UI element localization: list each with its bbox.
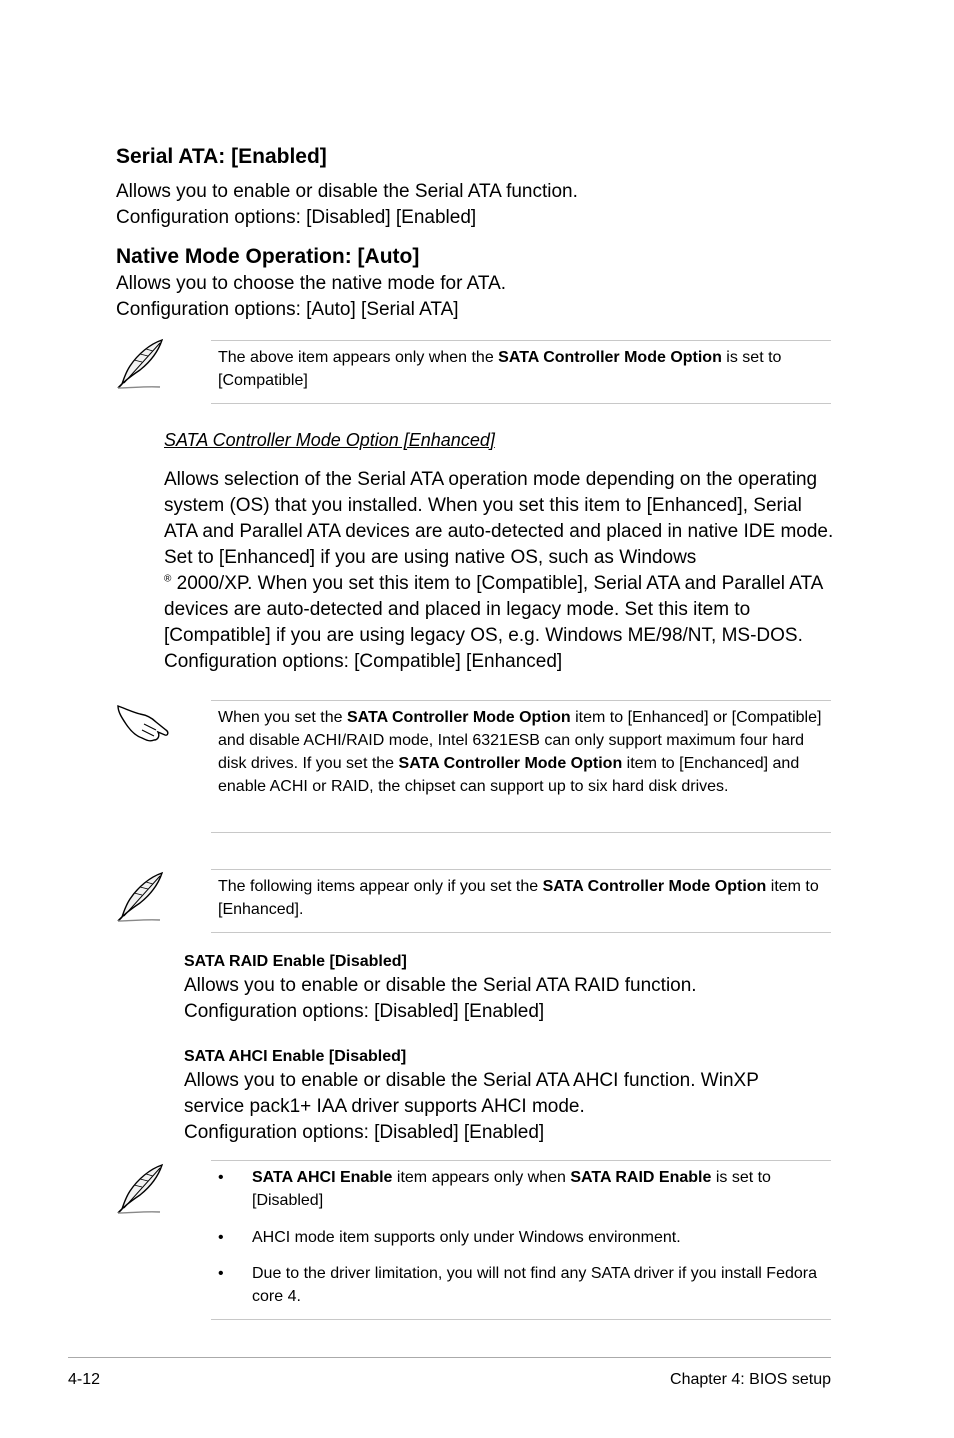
serial-ata-config: Configuration options: [Disabled] [Enabled] bbox=[116, 207, 477, 228]
note-bullet-2: • AHCI mode item supports only under Windows environment. bbox=[218, 1229, 681, 1246]
sata-raid-desc: Allows you to enable or disable the Serial ATA RAID function. bbox=[184, 975, 697, 996]
serial-ata-heading: Serial ATA: [Enabled] bbox=[116, 145, 327, 168]
sata-ahci-desc-2: service pack1+ IAA driver supports AHCI mode. bbox=[184, 1096, 585, 1117]
native-mode-config: Configuration options: [Auto] [Serial ATA] bbox=[116, 299, 459, 320]
note-bullet-1: • SATA AHCI Enable item appears only when SATA RAID Enable is set to [Disabled] bbox=[218, 1169, 771, 1209]
sata-ahci-desc: Allows you to enable or disable the Serial ATA AHCI function. WinXP bbox=[184, 1070, 759, 1091]
feather-pen-icon bbox=[112, 871, 168, 925]
page-number: 4-12 bbox=[68, 1371, 101, 1388]
sata-raid-config: Configuration options: [Disabled] [Enabled] bbox=[184, 1001, 545, 1022]
sata-raid-heading: SATA RAID Enable [Disabled] bbox=[184, 953, 407, 970]
note-compatible: The above item appears only when the SATA Controller Mode Option is set to [Compatible] bbox=[218, 349, 782, 389]
serial-ata-desc: Allows you to enable or disable the Serial ATA function. bbox=[116, 181, 578, 202]
sata-controller-heading: SATA Controller Mode Option [Enhanced] bbox=[164, 430, 495, 450]
note-hdd-support: When you set the SATA Controller Mode Option item to [Enhanced] or [Compatible] and disable ACHI/RAID mode, Intel 6321ESB can only support maximum four hard disk drives. If you set the SATA Controller Mode Option item to [Enchanced] and enable ACHI or RAID, the chipset can support up to six hard disk drives. bbox=[218, 709, 822, 795]
note-enhanced-items: The following items appear only if you set the SATA Controller Mode Option item to [Enhanced]. bbox=[218, 878, 819, 918]
sata-ahci-heading: SATA AHCI Enable [Disabled] bbox=[184, 1048, 407, 1065]
native-mode-desc: Allows you to choose the native mode for ATA. bbox=[116, 273, 507, 294]
footer-rule bbox=[68, 1357, 831, 1358]
feather-pen-icon bbox=[112, 1163, 168, 1217]
pointing-hand-icon bbox=[114, 700, 172, 744]
sata-controller-desc: Allows selection of the Serial ATA operation mode depending on the operating system (OS) that you installed. When you set this item to [Enhanced], Serial ATA and Parallel ATA devices are auto-detected and placed in native IDE mode. Set to [Enhanced] if you are using native OS, such as Windows ® 2000/XP. When you set this item to [Compatible], Serial ATA and Parallel ATA devices are auto-detected and placed in legacy mode. Set this item to [Compatible] if you are using legacy OS, e.g. Windows ME/98/NT, MS-DOS. bbox=[164, 469, 834, 646]
note-bullet-3: • Due to the driver limitation, you will not find any SATA driver if you install Fedora core 4. bbox=[218, 1265, 817, 1305]
native-mode-heading: Native Mode Operation: [Auto] bbox=[116, 245, 420, 268]
sata-controller-config: Configuration options: [Compatible] [Enhanced] bbox=[164, 651, 563, 672]
sata-ahci-config: Configuration options: [Disabled] [Enabled] bbox=[184, 1122, 545, 1143]
chapter-title: Chapter 4: BIOS setup bbox=[670, 1371, 831, 1388]
feather-pen-icon bbox=[112, 338, 168, 392]
